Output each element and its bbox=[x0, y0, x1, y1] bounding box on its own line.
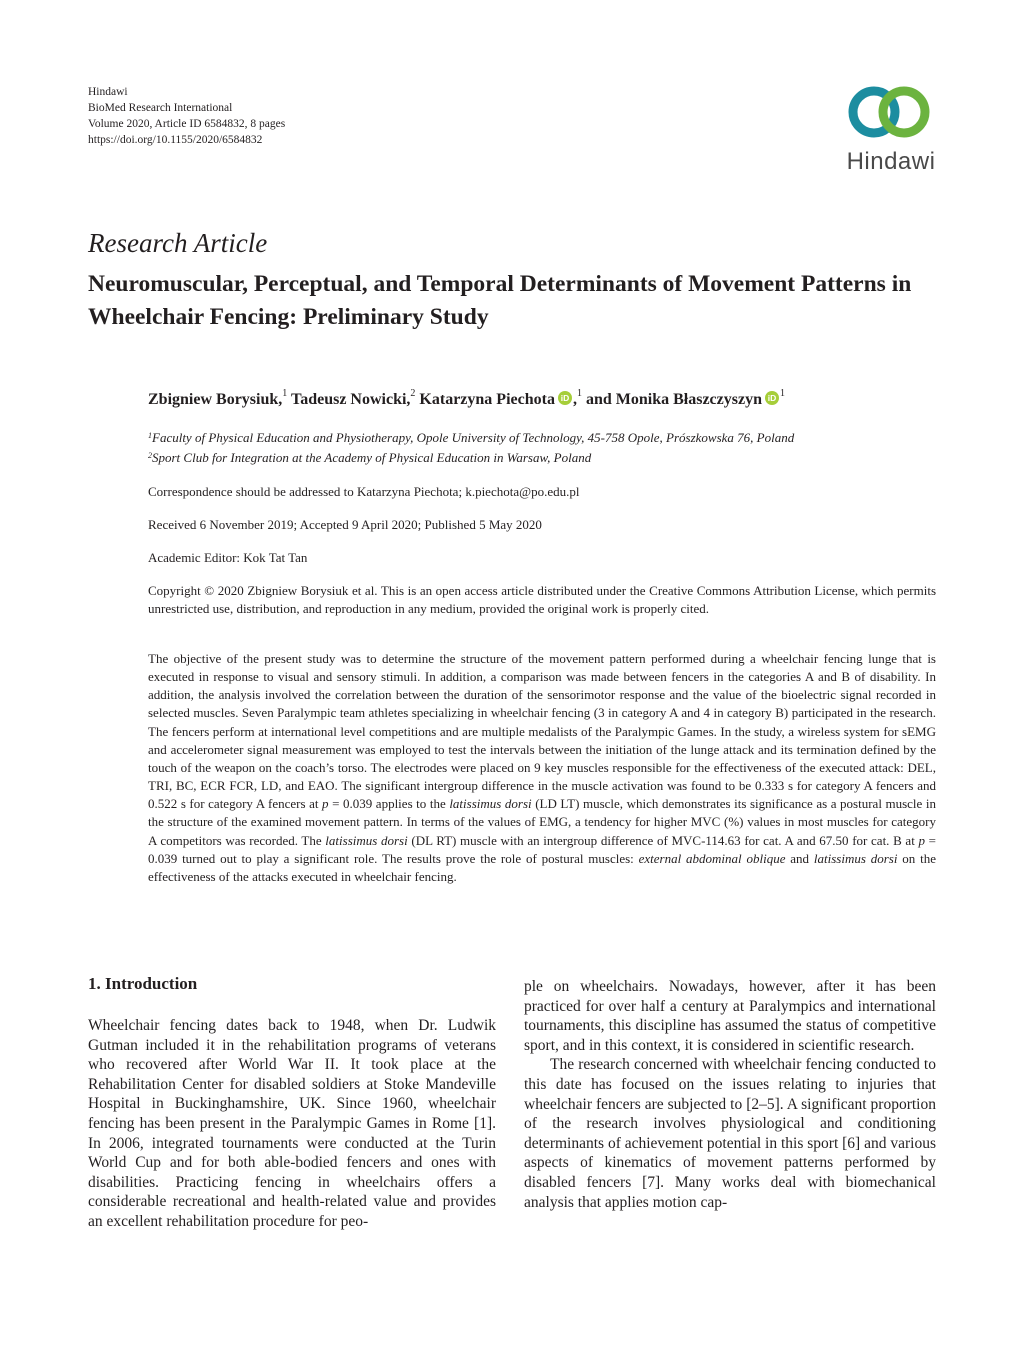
copyright-notice: Copyright © 2020 Zbigniew Borysiuk et al. This is an open access article distributed under the Creative Commons Attribution License, which permits unrestricted use, distribution, and reproduction in any medium, provided the original work is properly cited. bbox=[148, 583, 936, 616]
publisher-name: Hindawi bbox=[88, 86, 128, 98]
academic-editor: Academic Editor: Kok Tat Tan bbox=[148, 550, 308, 565]
right-column bbox=[524, 977, 936, 1212]
orcid-icon[interactable]: iD bbox=[558, 391, 572, 405]
affiliation-2: $^2$Sport Club for Integration at the Academy of Physical Education in Warsaw, Poland bbox=[148, 450, 592, 465]
article-type: Research Article bbox=[88, 228, 268, 258]
left-column bbox=[88, 1016, 496, 1232]
author-name: Katarzyna Piechota bbox=[419, 391, 555, 408]
affiliation-1: $^1$Faculty of Physical Education and Physiotherapy, Opole University of Technology, 45-758 Opole, Prószkowska 76, Poland bbox=[148, 430, 795, 445]
author-name: Tadeusz Nowicki, bbox=[290, 391, 411, 408]
journal-name: BioMed Research International bbox=[88, 102, 233, 114]
body-paragraph: The research concerned with wheelchair fencing conducted to this date has focused on the issues relating to injuries that wheelchair fencers are subjected to [2–5]. A significant proportion of the research involves physiological and conditioning determinants of achievement potential in this sport [6] and various aspects of kinematics of movement patterns performed by disabled fencers [7]. Many works deal with biomechanical analysis that applies motion cap- bbox=[524, 1056, 936, 1211]
body-paragraph: Wheelchair fencing dates back to 1948, when Dr. Ludwik Gutman included it in the rehabilitation programs of veterans who recovered after World War II. It took place at the Rehabilitation Center for disabled soldiers at Stoke Mandeville Hospital in Buckinghamshire, UK. Since 1960, wheelchair fencing has been present in the Paralympic Games in Rome [1]. In 2006, integrated tournaments were conducted at the Turin World Cup and for both able-bodied fencers and ones with disabilities. Practicing fencing in wheelchairs offers a considerable recreational and health-related value and provides an excellent rehabilitation procedure for peo- bbox=[88, 1017, 496, 1230]
author-name: Zbigniew Borysiuk, bbox=[148, 391, 283, 408]
author-list: Zbigniew Borysiuk,$^1$ Tadeusz Nowicki,$^2$ Katarzyna Piechota iD ,$^1$ and Monika Błaszczyszyn iD $^1$ bbox=[148, 388, 785, 408]
orcid-icon[interactable]: iD bbox=[765, 391, 779, 405]
paper-title: Neuromuscular, Perceptual, and Temporal Determinants of Movement Patterns in Wheelchair Fencing: Preliminary Study bbox=[88, 271, 912, 330]
author-name: Monika Błaszczyszyn bbox=[615, 391, 762, 408]
abstract: The objective of the present study was to determine the structure of the movement pattern performed during a wheelchair fencing lunge that is executed in response to visual and sensory stimuli. In addition, a comparison was made between fencers in the categories A and B of disability. In addition, the analysis involved the correlation between the duration of the sensorimotor response and the value of the bioelectric signal recorded in selected muscles. Seven Paralympic team athletes specializing in wheelchair fencing (3 in category A and 4 in category B) participated in the research. The fencers perform at international level competitions and are multiple medalists of the Paralympic Games. In the study, a wireless system for sEMG and accelerometer signal measurement was employed to test the intervals between the initiation of the lunge attack and its termination defined by the touch of the weapon on the coach’s torso. The electrodes were placed on 9 key muscles responsible for the effectiveness of the executed attack: DEL, TRI, BC, ECR FCR, LD, and EAO. The significant intergroup difference in the muscle activation was found to be 0.333 s for category A fencers and 0.522 s for category A fencers at p = 0.039 applies to the latissimus dorsi (LD LT) muscle, which demonstrates its significance as a postural muscle in the structure of the examined movement pattern. In terms of the values of EMG, a tendency for higher MVC (%) values in most muscles for category A competitors was recorded. The latissimus dorsi (DL RT) muscle with an intergroup difference of MVC-114.63 for cat. A and 67.50 for cat. B at p = 0.039 turned out to play a significant role. The results prove the role of postural muscles: external abdominal oblique and latissimus dorsi on the effectiveness of the attacks executed in wheelchair fencing. bbox=[148, 651, 936, 884]
correspondence: Correspondence should be addressed to Katarzyna Piechota; k.piechota@po.edu.pl bbox=[148, 484, 580, 499]
publication-dates: Received 6 November 2019; Accepted 9 April 2020; Published 5 May 2020 bbox=[148, 517, 542, 532]
doi-link[interactable]: https://doi.org/10.1155/2020/6584832 bbox=[88, 134, 263, 146]
hindawi-logo-text: Hindawi bbox=[846, 148, 936, 175]
body-paragraph: ple on wheelchairs. Nowadays, however, after it has been practiced for over half a century at Paralympics and international tournaments, this discipline has assumed the status of competitive sport, and in this context, it is considered in scientific research. bbox=[524, 978, 936, 1054]
section-heading: 1. Introduction bbox=[88, 974, 198, 993]
volume-info: Volume 2020, Article ID 6584832, 8 pages bbox=[88, 118, 286, 130]
